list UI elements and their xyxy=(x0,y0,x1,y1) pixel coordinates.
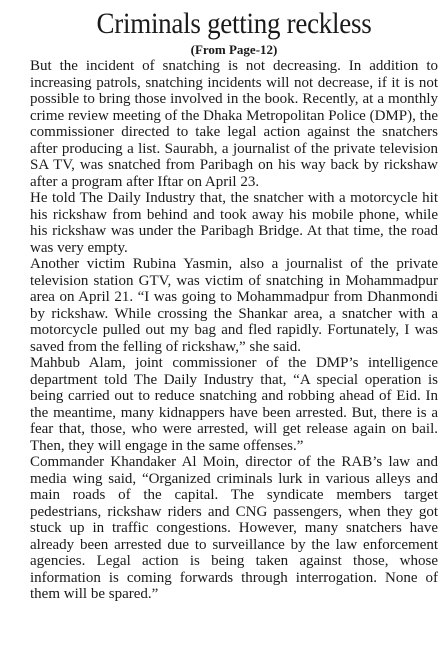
paragraph: Commander Khandaker Al Moin, director of the RAB’s law and media wing said, “Organized criminals lurk in various alleys and main roads of the capital. The syndicate members target pedestrians, rickshaw riders and CNG passengers, when they got stuck up in traffic congestions. However, many snatchers have already been arrested due to surveillance by the law enforcement agencies. Legal action is being taken against those, whose information is coming forwards through interrogation. None of them will be spared.” xyxy=(30,454,438,602)
paragraph: But the incident of snatching is not decreasing. In addition to increasing patrols, snatching incidents will not decrease, if it is not possible to bring those involved in the book. Recently, at a monthly crime review meeting of the Dhaka Metropolitan Police (DMP), the commissioner directed to take legal action against the snatchers after producing a list. Saurabh, a journalist of the private television SA TV, was snatched from Paribagh on his way back by rickshaw after a program after Iftar on April 23. xyxy=(30,58,438,190)
paragraph: Mahbub Alam, joint commissioner of the DMP’s intelligence department told The Daily Industry that, “A special operation is being carried out to reduce snatching and robbing ahead of Eid. In the meantime, many kidnappers have been arrested. But, there is a fear that, those, who were arrested, will get release again on bail. Then, they will engage in the same offenses.” xyxy=(30,355,438,454)
headline: Criminals getting reckless xyxy=(96,7,372,40)
paragraph: He told The Daily Industry that, the snatcher with a motorcycle hit his rickshaw from behind and took away his mobile phone, while his rickshaw was under the Paribagh Bridge. At that time, the road was very empty. xyxy=(30,190,438,256)
news-clipping xyxy=(30,6,438,603)
article-body xyxy=(30,58,438,603)
paragraph: Another victim Rubina Yasmin, also a journalist of the private television station GTV, was victim of snatching in Mohammadpur area on April 21. “I was going to Mohammadpur from Dhanmondi by rickshaw. While crossing the Shankar area, a snatcher with a motorcycle pulled out my bag and fled rapidly. Fortunately, I was saved from the felling of rickshaw,” she said. xyxy=(30,256,438,355)
continuation-note: (From Page-12) xyxy=(190,42,278,57)
